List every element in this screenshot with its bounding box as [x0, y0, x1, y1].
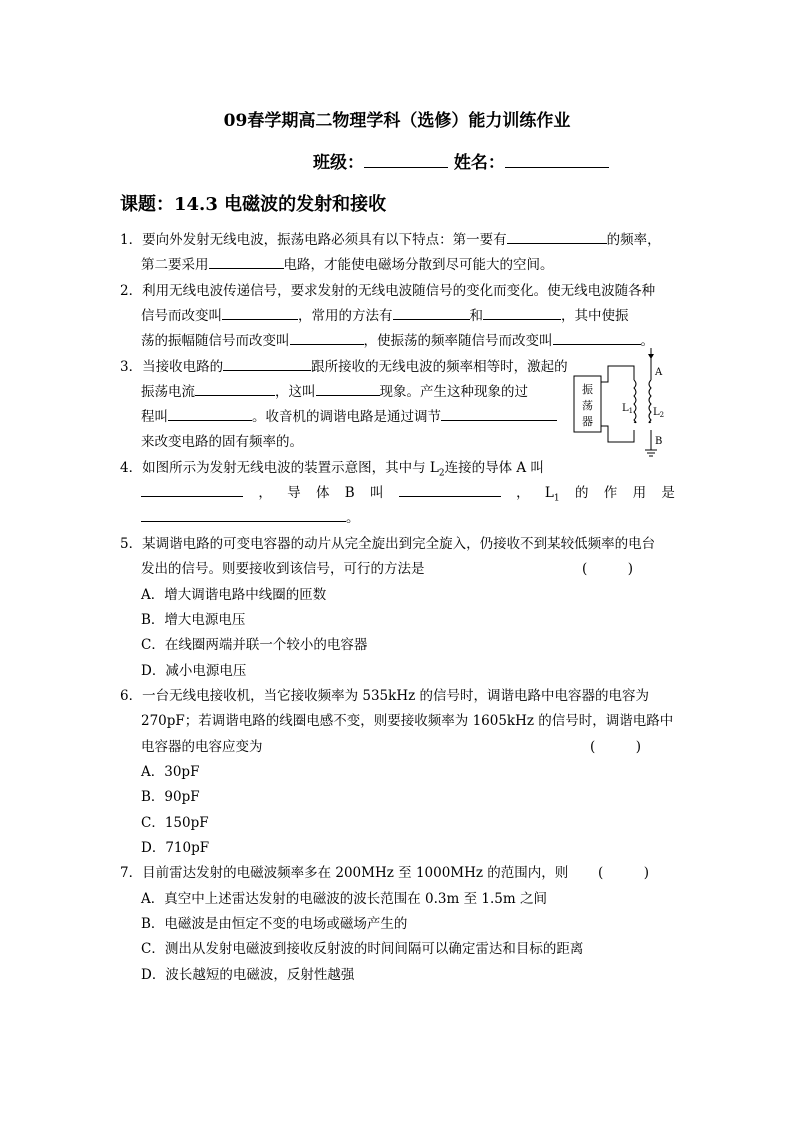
q7-answer-bracket[interactable]: ( ): [598, 865, 650, 881]
label-l2-main: L: [653, 407, 660, 418]
label-b: B: [655, 436, 663, 447]
q2-text: ，其中使振: [561, 308, 629, 324]
q5-option-c[interactable]: C．在线圈两端并联一个较小的电容器: [141, 637, 368, 653]
q4-text: 连接的导体 A 叫: [444, 460, 544, 476]
q2-text: 和: [469, 308, 483, 324]
q7-line1: 7．目前雷达发射的电磁波频率多在 200MHz 至 1000MHz 的范围内，则: [120, 865, 569, 881]
oscillator-label-1: 振: [582, 383, 593, 396]
q6-option-b[interactable]: B．90pF: [141, 789, 200, 805]
q4-text: B: [344, 485, 355, 501]
q1-text: 的频率，: [606, 232, 661, 248]
q4-text: 。: [346, 510, 360, 526]
q4-text: 导: [287, 485, 301, 501]
label-a: A: [655, 367, 663, 378]
class-blank[interactable]: [364, 149, 448, 168]
q3-text: 3．当接收电路的: [120, 359, 224, 375]
q3-text: 程叫: [141, 409, 168, 425]
q3-text: 跟所接收的无线电波的频率相等时，激起的: [311, 359, 568, 375]
q3-line2: [141, 380, 528, 400]
q6-option-a[interactable]: A．30pF: [141, 764, 200, 780]
q6-line2: 270pF；若调谐电路的线圈电感不变，则要接收频率为 1605kHz 的信号时，调谐电路中: [141, 713, 674, 729]
q4-line1: [120, 456, 544, 479]
q3-line3: [141, 405, 557, 425]
q5-answer-bracket[interactable]: ( ): [582, 561, 634, 577]
q4-text: 是: [661, 485, 675, 501]
q5-line2: 发出的信号。则要接收到该信号，可行的方法是: [141, 561, 425, 577]
l1-wire-bottom: [601, 426, 634, 442]
q4-text: 作: [603, 485, 618, 501]
q1-line2: [141, 253, 554, 273]
q1-line1: [120, 228, 661, 248]
q3-text: 。收音机的调谐电路是通过调节: [252, 409, 441, 425]
class-name-line: [313, 148, 609, 173]
name-label: 姓名：: [453, 153, 505, 173]
q1-blank-2[interactable]: [209, 253, 284, 269]
q2-text: ，使振荡的频率随信号而改变叫: [363, 333, 553, 349]
q1-text: 1．要向外发射无线电波，振荡电路必须具有以下特点：第一要有: [120, 232, 507, 248]
q5-line1: 5．某调谐电路的可变电容器的动片从完全旋出到完全旋入，仍接收不到某较低频率的电台: [120, 536, 656, 552]
q2-blank-5[interactable]: [553, 329, 641, 345]
q5-option-a[interactable]: A．增大调谐电路中线圈的匝数: [141, 587, 327, 603]
q7-option-d[interactable]: D．波长越短的电磁波，反射性越强: [141, 967, 355, 983]
q6-line1: 6．一台无线电接收机，当它接收频率为 535kHz 的信号时，调谐电路中电容器的电容为: [120, 688, 650, 704]
q7-option-c[interactable]: C．测出从发射电磁波到接收反射波的时间间隔可以确定雷达和目标的距离: [141, 941, 584, 957]
q5-option-b[interactable]: B．增大电源电压: [141, 612, 246, 628]
antenna-arrow-icon: [648, 354, 654, 359]
q1-text: 第二要采用: [141, 257, 209, 273]
q3-blank-2[interactable]: [195, 380, 275, 396]
label-l2: [653, 407, 664, 419]
name-blank[interactable]: [505, 149, 609, 168]
q7-option-b[interactable]: B．电磁波是由恒定不变的电场或磁场产生的: [141, 916, 408, 932]
q3-blank-1[interactable]: [223, 355, 311, 371]
q4-line2: [141, 481, 675, 504]
q2-blank-1[interactable]: [222, 304, 298, 320]
q2-blank-3[interactable]: [483, 304, 561, 320]
q4-subscript: 2: [438, 468, 445, 479]
label-l2-sub: 2: [659, 411, 665, 419]
q4-text: ，: [258, 485, 272, 501]
q2-text: 。: [640, 333, 654, 349]
q2-text: 荡的振幅随信号而改变叫: [141, 333, 290, 349]
q4-text: 4．如图所示为发射无线电波的装置示意图，其中与 L: [120, 460, 439, 476]
q4-text: 叫: [369, 485, 384, 501]
q3-text: ，这叫: [275, 384, 316, 400]
class-label: 班级：: [313, 153, 364, 173]
q3-text: 振荡电流: [141, 384, 195, 400]
q4-text: 的: [574, 485, 589, 501]
oscillator-label-3: 器: [582, 415, 593, 428]
label-l1-sub: 1: [628, 407, 634, 415]
q3-line1: [120, 355, 568, 375]
l1-wire-top: [601, 366, 634, 382]
q1-text: 电路，才能使电磁场分散到尽可能大的空间。: [283, 257, 554, 273]
label-l1-main: L: [622, 403, 629, 414]
q2-text: 信号而改变叫: [141, 308, 222, 324]
q4-text: 体: [315, 485, 330, 501]
coil-l1: [634, 380, 636, 423]
coil-l2: [649, 380, 651, 423]
q4-blank-2[interactable]: [399, 481, 501, 497]
label-l1: [622, 403, 633, 415]
page-title: 09春学期高二物理学科（选修）能力训练作业: [223, 111, 571, 131]
q1-blank-1[interactable]: [507, 228, 607, 244]
q4-subscript: 1: [553, 493, 560, 504]
q6-answer-bracket[interactable]: ( ): [590, 739, 642, 755]
q3-text: 现象。产生这种现象的过: [379, 384, 528, 400]
q4-blank-3[interactable]: [141, 506, 346, 522]
q4-l1-symbol: [545, 485, 560, 504]
q6-option-d[interactable]: D．710pF: [141, 840, 210, 856]
q2-line1: 2．利用无线电波传递信号，要求发射的无线电波随信号的变化而变化。使无线电波随各种: [120, 283, 656, 299]
q4-text: L: [544, 485, 554, 501]
oscillator-label-2: 荡: [582, 399, 593, 412]
q3-blank-3[interactable]: [316, 380, 380, 396]
q6-option-c[interactable]: C．150pF: [141, 815, 209, 831]
q4-blank-1[interactable]: [141, 481, 243, 497]
q4-text: 用: [632, 485, 647, 501]
q7-option-a[interactable]: A．真空中上述雷达发射的电磁波的波长范围在 0.3m 至 1.5m 之间: [141, 891, 547, 907]
q4-text: ，: [516, 485, 530, 501]
topic-heading: 课题：14.3 电磁波的发射和接收: [120, 194, 387, 215]
q3-blank-4[interactable]: [168, 405, 252, 421]
q6-line3: 电容器的电容应变为: [141, 739, 263, 755]
q2-text: ，常用的方法有: [298, 308, 393, 324]
q2-blank-2[interactable]: [393, 304, 470, 320]
q2-blank-4[interactable]: [290, 329, 364, 345]
q5-option-d[interactable]: D．减小电源电压: [141, 663, 247, 679]
q3-blank-5[interactable]: [441, 405, 557, 421]
q3-line4: 来改变电路的固有频率的。: [141, 434, 303, 450]
q2-line2: [141, 304, 629, 324]
q4-line3: [141, 506, 360, 526]
oscillator-diagram: [570, 344, 670, 458]
